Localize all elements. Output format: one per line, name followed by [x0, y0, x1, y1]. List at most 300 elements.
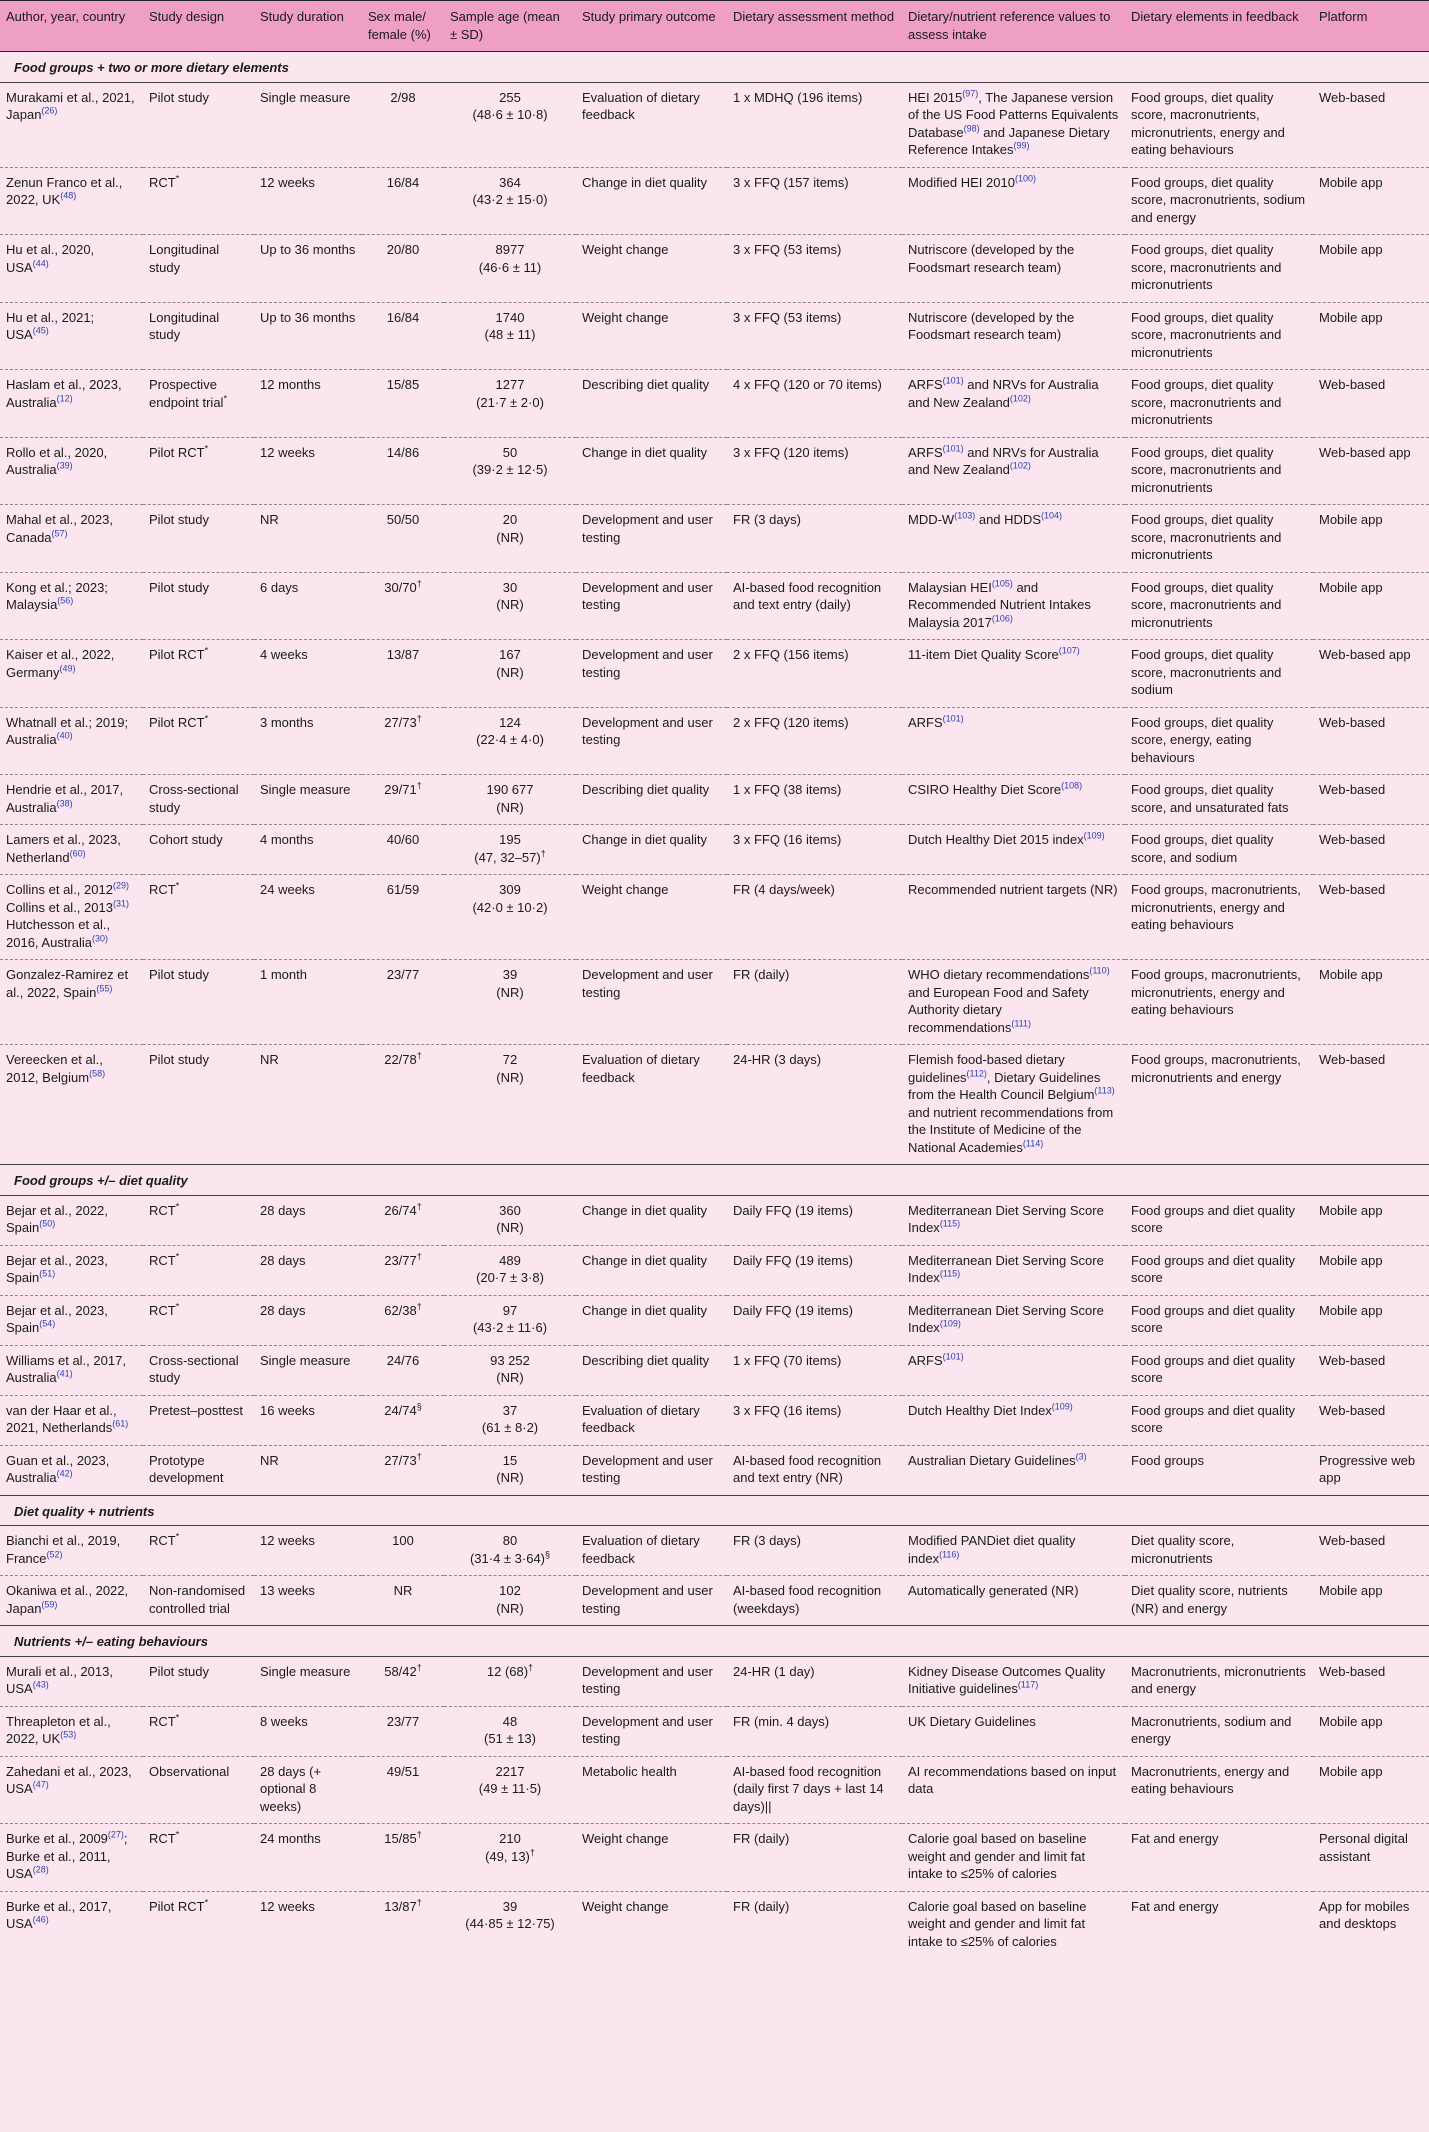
table-row [0, 1345, 1429, 1395]
cell-age [444, 1756, 576, 1824]
cell-sex: 13/87† [362, 1891, 444, 1958]
cell-elements: Macronutrients, energy and eating behaviours [1125, 1756, 1313, 1824]
cell-design: RCT* [143, 1706, 254, 1756]
sample-size: 190 677 [486, 782, 534, 797]
cell-method: AI-based food recognition and text entry (NR) [727, 1445, 902, 1495]
cell-sex: 40/60 [362, 825, 444, 875]
cell-duration: 4 weeks [254, 640, 362, 708]
cell-platform: Mobile app [1313, 1295, 1429, 1345]
header-reference: Dietary/nutrient reference values to assess intake [902, 1, 1125, 52]
cell-method: 3 x FFQ (16 items) [727, 1395, 902, 1445]
cell-design: RCT* [143, 1824, 254, 1892]
age-value: (20·7 ± 3·8) [476, 1270, 544, 1285]
cell-age [444, 825, 576, 875]
cell-platform: App for mobiles and desktops [1313, 1891, 1429, 1958]
sample-size: 15 [502, 1452, 518, 1468]
header-platform: Platform [1313, 1, 1429, 52]
sample-size: 124 [499, 714, 521, 730]
cell-elements: Food groups, macronutrients, micronutrients, energy and eating behaviours [1125, 875, 1313, 960]
author-reference: (47) [32, 1779, 49, 1790]
table-row [0, 1656, 1429, 1706]
cell-author: Guan et al., 2023, Australia$^{(42)}$ [0, 1445, 143, 1495]
cell-reference: Calorie goal based on baseline weight and gender and limit fat intake to ≤25% of calories [902, 1891, 1125, 1958]
author-reference: (57) [51, 528, 68, 539]
cell-reference: HEI 2015$^{(97)}$, The Japanese version of the US Food Patterns Equivalents Database$^{(98)}$ and Japanese Dietary Reference Intakes$^{(99)}$ [902, 82, 1125, 167]
cell-author: Lamers et al., 2023, Netherland$^{(60)}$ [0, 825, 143, 875]
cell-duration: 1 month [254, 960, 362, 1045]
cell-sex: 13/87 [362, 640, 444, 708]
cell-platform: Web-based [1313, 82, 1429, 167]
table-row [0, 1245, 1429, 1295]
cell-age [444, 1824, 576, 1892]
table-row [0, 875, 1429, 960]
cell-design: Pilot study [143, 572, 254, 640]
cell-author: Vereecken et al., 2012, Belgium$^{(58)}$ [0, 1045, 143, 1165]
sample-size: 93 252 [490, 1352, 530, 1368]
table-row [0, 1295, 1429, 1345]
cell-elements: Food groups, diet quality score, energy, eating behaviours [1125, 707, 1313, 775]
cell-age [444, 960, 576, 1045]
cell-sex: 14/86 [362, 437, 444, 505]
sample-size: 167 [499, 647, 521, 662]
cell-reference: Modified HEI 2010$^{(100)}$ [902, 167, 1125, 235]
cell-design: Longitudinal study [143, 302, 254, 370]
cell-design: Cross-sectional study [143, 1345, 254, 1395]
table-row [0, 1045, 1429, 1165]
cell-design: RCT* [143, 1245, 254, 1295]
age-value: (49 ± 11·5) [478, 1781, 542, 1796]
cell-duration: 4 months [254, 825, 362, 875]
cell-elements: Food groups, diet quality score, and unsaturated fats [1125, 775, 1313, 825]
cell-author: van der Haar et al., 2021, Netherlands$^{(61)}$ [0, 1395, 143, 1445]
table-row [0, 1395, 1429, 1445]
cell-duration: 3 months [254, 707, 362, 775]
cell-duration: 16 weeks [254, 1395, 362, 1445]
sample-size: 195 [499, 832, 521, 847]
cell-platform: Mobile app [1313, 1195, 1429, 1245]
section-title: Food groups +/– diet quality [0, 1165, 1429, 1196]
cell-duration: 12 weeks [254, 1526, 362, 1576]
cell-duration: 12 weeks [254, 1891, 362, 1958]
cell-method: 4 x FFQ (120 or 70 items) [727, 370, 902, 438]
cell-duration: 28 days [254, 1245, 362, 1295]
cell-duration: NR [254, 1445, 362, 1495]
cell-sex: 20/80 [362, 235, 444, 303]
cell-author: Hu et al., 2021; USA$^{(45)}$ [0, 302, 143, 370]
cell-age [444, 1706, 576, 1756]
cell-duration: 24 weeks [254, 875, 362, 960]
cell-outcome: Change in diet quality [576, 825, 727, 875]
table-row [0, 1445, 1429, 1495]
cell-duration: NR [254, 505, 362, 573]
cell-design: Pilot RCT* [143, 1891, 254, 1958]
cell-sex: 58/42† [362, 1656, 444, 1706]
author-reference: (26) [41, 105, 58, 116]
cell-sex: 50/50 [362, 505, 444, 573]
cell-duration: 28 days [254, 1195, 362, 1245]
header-author: Author, year, country [0, 1, 143, 52]
cell-elements: Fat and energy [1125, 1824, 1313, 1892]
cell-author: Collins et al., 2012$^{(29)}$ Collins et al., 2013$^{(31)}$ Hutchesson et al., 2016, Australia$^{(30)}$ [0, 875, 143, 960]
author-reference: (59) [41, 1599, 58, 1610]
cell-age [444, 1395, 576, 1445]
age-value: (NR) [496, 1220, 524, 1235]
cell-design: Pilot study [143, 82, 254, 167]
table-header [0, 1, 1429, 52]
cell-age [444, 1045, 576, 1165]
cell-age [444, 1576, 576, 1626]
cell-duration: 8 weeks [254, 1706, 362, 1756]
author-reference: (55) [96, 983, 113, 994]
cell-reference: UK Dietary Guidelines [902, 1706, 1125, 1756]
cell-author: Hu et al., 2020, USA$^{(44)}$ [0, 235, 143, 303]
age-value: (48·6 ± 10·8) [472, 107, 548, 122]
section-heading-row [0, 1495, 1429, 1526]
cell-platform: Web-based [1313, 707, 1429, 775]
cell-sex: 26/74† [362, 1195, 444, 1245]
cell-method: 2 x FFQ (156 items) [727, 640, 902, 708]
cell-method: 3 x FFQ (157 items) [727, 167, 902, 235]
cell-age [444, 1656, 576, 1706]
cell-age [444, 1445, 576, 1495]
cell-outcome: Weight change [576, 1824, 727, 1892]
cell-author: Burke et al., 2017, USA$^{(46)}$ [0, 1891, 143, 1958]
cell-outcome: Development and user testing [576, 1706, 727, 1756]
cell-sex: NR [362, 1576, 444, 1626]
author-reference: (44) [32, 258, 49, 269]
cell-design: Cohort study [143, 825, 254, 875]
age-value: (51 ± 13) [484, 1731, 536, 1746]
cell-elements: Food groups, diet quality score, macronutrients and micronutrients [1125, 572, 1313, 640]
cell-method: 24-HR (3 days) [727, 1045, 902, 1165]
cell-design: RCT* [143, 1526, 254, 1576]
cell-reference: Mediterranean Diet Serving Score Index$^{(115)}$ [902, 1245, 1125, 1295]
header-outcome: Study primary outcome [576, 1, 727, 52]
sample-size: 360 [499, 1202, 521, 1218]
cell-design: RCT* [143, 875, 254, 960]
cell-reference: Nutriscore (developed by the Foodsmart research team) [902, 235, 1125, 303]
author-reference: (39) [56, 460, 73, 471]
table-row [0, 572, 1429, 640]
cell-age [444, 302, 576, 370]
cell-method: FR (daily) [727, 1891, 902, 1958]
cell-method: FR (daily) [727, 960, 902, 1045]
cell-elements: Food groups, diet quality score, macronutrients, micronutrients, energy and eating behaviours [1125, 82, 1313, 167]
cell-method: FR (3 days) [727, 505, 902, 573]
cell-reference: WHO dietary recommendations$^{(110)}$ and European Food and Safety Authority dietary recommendations$^{(111)}$ [902, 960, 1125, 1045]
cell-sex: 100 [362, 1526, 444, 1576]
cell-method: 3 x FFQ (16 items) [727, 825, 902, 875]
sample-size: 39 [502, 967, 518, 982]
age-value: (NR) [496, 1069, 524, 1085]
cell-duration: Single measure [254, 1345, 362, 1395]
author-reference: (50) [39, 1218, 56, 1229]
cell-design: Pilot study [143, 505, 254, 573]
cell-author: Zahedani et al., 2023, USA$^{(47)}$ [0, 1756, 143, 1824]
cell-design: Prototype development [143, 1445, 254, 1495]
cell-sex: 49/51 [362, 1756, 444, 1824]
cell-author: Bejar et al., 2023, Spain$^{(54)}$ [0, 1295, 143, 1345]
cell-duration: 12 weeks [254, 167, 362, 235]
cell-sex: 22/78† [362, 1045, 444, 1165]
table-row [0, 437, 1429, 505]
age-value: (42·0 ± 10·2) [472, 899, 548, 915]
cell-sex: 23/77 [362, 1706, 444, 1756]
cell-author: Murakami et al., 2021, Japan$^{(26)}$ [0, 82, 143, 167]
author-reference: (60) [69, 848, 86, 859]
section-heading-row [0, 52, 1429, 83]
cell-design: Pilot RCT* [143, 437, 254, 505]
author-reference: (53) [60, 1729, 77, 1740]
cell-elements: Food groups and diet quality score [1125, 1195, 1313, 1245]
cell-method: Daily FFQ (19 items) [727, 1195, 902, 1245]
author-reference: (58) [89, 1068, 106, 1079]
sample-size: 72 [502, 1052, 518, 1067]
age-value: (43·2 ± 15·0) [472, 192, 548, 207]
author-reference: (45) [32, 325, 49, 336]
cell-method: AI-based food recognition (daily first 7 days + last 14 days)|| [727, 1756, 902, 1824]
age-value: (NR) [496, 664, 524, 680]
cell-outcome: Change in diet quality [576, 1195, 727, 1245]
cell-sex: 62/38† [362, 1295, 444, 1345]
cell-design: RCT* [143, 1195, 254, 1245]
sample-size: 37 [502, 1402, 518, 1418]
cell-outcome: Change in diet quality [576, 437, 727, 505]
cell-outcome: Development and user testing [576, 1445, 727, 1495]
cell-method: FR (4 days/week) [727, 875, 902, 960]
cell-method: 24-HR (1 day) [727, 1656, 902, 1706]
cell-sex: 16/84 [362, 302, 444, 370]
table-row [0, 1891, 1429, 1958]
cell-elements: Food groups, macronutrients, micronutrients, energy and eating behaviours [1125, 960, 1313, 1045]
header-method: Dietary assessment method [727, 1, 902, 52]
cell-sex: 24/76 [362, 1345, 444, 1395]
cell-age [444, 875, 576, 960]
cell-outcome: Development and user testing [576, 1656, 727, 1706]
cell-duration: Up to 36 months [254, 302, 362, 370]
age-value: (48 ± 11) [484, 327, 536, 342]
cell-elements: Food groups, diet quality score, and sodium [1125, 825, 1313, 875]
cell-elements: Food groups and diet quality score [1125, 1395, 1313, 1445]
age-value: (NR) [496, 1470, 524, 1485]
cell-elements: Food groups, diet quality score, macronutrients and micronutrients [1125, 370, 1313, 438]
age-value: (44·85 ± 12·75) [465, 1916, 555, 1931]
cell-platform: Personal digital assistant [1313, 1824, 1429, 1892]
cell-method: FR (3 days) [727, 1526, 902, 1576]
section-heading-row [0, 1165, 1429, 1196]
table-row [0, 1824, 1429, 1892]
age-value: (NR) [496, 799, 524, 815]
cell-outcome: Weight change [576, 875, 727, 960]
table-row [0, 302, 1429, 370]
cell-elements: Macronutrients, micronutrients and energy [1125, 1656, 1313, 1706]
cell-reference: Malaysian HEI$^{(105)}$ and Recommended Nutrient Intakes Malaysia 2017$^{(106)}$ [902, 572, 1125, 640]
cell-age [444, 505, 576, 573]
cell-age [444, 1526, 576, 1576]
cell-author: Okaniwa et al., 2022, Japan$^{(59)}$ [0, 1576, 143, 1626]
cell-reference: Kidney Disease Outcomes Quality Initiative guidelines$^{(117)}$ [902, 1656, 1125, 1706]
cell-outcome: Weight change [576, 235, 727, 303]
cell-platform: Mobile app [1313, 302, 1429, 370]
author-reference: (30) [92, 933, 109, 944]
cell-author: Gonzalez-Ramirez et al., 2022, Spain$^{(55)}$ [0, 960, 143, 1045]
cell-design: Observational [143, 1756, 254, 1824]
age-value: (39·2 ± 12·5) [472, 462, 548, 477]
cell-outcome: Development and user testing [576, 707, 727, 775]
cell-elements: Food groups, diet quality score, macronutrients and micronutrients [1125, 235, 1313, 303]
sample-size: 210 [499, 1831, 521, 1846]
cell-platform: Web-based [1313, 775, 1429, 825]
cell-method: 1 x MDHQ (196 items) [727, 82, 902, 167]
cell-author: Kaiser et al., 2022, Germany$^{(49)}$ [0, 640, 143, 708]
age-value: (31·4 ± 3·64)§ [469, 1549, 551, 1566]
author-reference: (48) [60, 190, 77, 201]
sample-size: 2217 [495, 1763, 525, 1779]
cell-elements: Food groups [1125, 1445, 1313, 1495]
cell-duration: NR [254, 1045, 362, 1165]
author-reference: (51) [39, 1268, 56, 1279]
cell-platform: Web-based [1313, 875, 1429, 960]
cell-sex: 27/73† [362, 707, 444, 775]
cell-platform: Mobile app [1313, 572, 1429, 640]
cell-age [444, 370, 576, 438]
cell-platform: Mobile app [1313, 960, 1429, 1045]
section-title: Food groups + two or more dietary elements [0, 52, 1429, 83]
table-row [0, 1706, 1429, 1756]
age-value: (NR) [496, 1600, 524, 1616]
cell-reference: Dutch Healthy Diet 2015 index$^{(109)}$ [902, 825, 1125, 875]
cell-age [444, 775, 576, 825]
cell-reference: AI recommendations based on input data [902, 1756, 1125, 1824]
cell-reference: CSIRO Healthy Diet Score$^{(108)}$ [902, 775, 1125, 825]
table-row [0, 640, 1429, 708]
table-row [0, 707, 1429, 775]
age-value: (NR) [496, 984, 524, 1000]
table-row [0, 1756, 1429, 1824]
author-reference: (28) [32, 1864, 49, 1875]
cell-design: Cross-sectional study [143, 775, 254, 825]
cell-platform: Mobile app [1313, 1245, 1429, 1295]
sample-size: 12 (68)† [486, 1662, 534, 1679]
sample-size: 309 [499, 882, 521, 897]
table-row [0, 1195, 1429, 1245]
sample-size: 489 [499, 1252, 521, 1268]
sample-size: 364 [499, 174, 521, 190]
author-reference: (12) [56, 393, 73, 404]
cell-age [444, 437, 576, 505]
cell-outcome: Weight change [576, 1891, 727, 1958]
cell-design: Pilot RCT* [143, 640, 254, 708]
age-value: (61 ± 8·2) [481, 1420, 539, 1435]
cell-outcome: Evaluation of dietary feedback [576, 1395, 727, 1445]
cell-method: 3 x FFQ (53 items) [727, 302, 902, 370]
cell-author: Bejar et al., 2023, Spain$^{(51)}$ [0, 1245, 143, 1295]
cell-outcome: Development and user testing [576, 1576, 727, 1626]
cell-sex: 16/84 [362, 167, 444, 235]
cell-reference: Modified PANDiet diet quality index$^{(116)}$ [902, 1526, 1125, 1576]
sample-size: 8977 [495, 242, 525, 257]
cell-method: AI-based food recognition (weekdays) [727, 1576, 902, 1626]
cell-design: Pilot study [143, 1045, 254, 1165]
age-value: (49, 13)† [485, 1847, 535, 1864]
cell-design: Pilot RCT* [143, 707, 254, 775]
cell-elements: Food groups and diet quality score [1125, 1345, 1313, 1395]
section-title: Diet quality + nutrients [0, 1495, 1429, 1526]
cell-outcome: Describing diet quality [576, 1345, 727, 1395]
cell-platform: Web-based app [1313, 640, 1429, 708]
cell-design: Pilot study [143, 960, 254, 1045]
cell-duration: 13 weeks [254, 1576, 362, 1626]
cell-elements: Food groups, diet quality score, macronutrients and sodium [1125, 640, 1313, 708]
section-title: Nutrients +/– eating behaviours [0, 1626, 1429, 1657]
cell-age [444, 235, 576, 303]
cell-sex: 29/71† [362, 775, 444, 825]
cell-sex: 15/85† [362, 1824, 444, 1892]
cell-sex: 27/73† [362, 1445, 444, 1495]
header-age: Sample age (mean ± SD) [444, 1, 576, 52]
cell-platform: Web-based [1313, 1395, 1429, 1445]
sample-size: 48 [502, 1713, 518, 1729]
cell-outcome: Metabolic health [576, 1756, 727, 1824]
cell-platform: Web-based [1313, 1045, 1429, 1165]
cell-outcome: Development and user testing [576, 572, 727, 640]
cell-platform: Mobile app [1313, 1756, 1429, 1824]
cell-author: Haslam et al., 2023, Australia$^{(12)}$ [0, 370, 143, 438]
cell-design: Non-randomised controlled trial [143, 1576, 254, 1626]
sample-size: 1740 [495, 309, 525, 325]
cell-reference: ARFS$^{(101)}$ and NRVs for Australia and New Zealand$^{(102)}$ [902, 370, 1125, 438]
cell-age [444, 640, 576, 708]
age-value: (21·7 ± 2·0) [476, 394, 544, 410]
cell-reference: Flemish food-based dietary guidelines$^{(112)}$, Dietary Guidelines from the Health Council Belgium$^{(113)}$ and nutrient recommendations from the Institute of Medicine of the National Academies$^{(114)}$ [902, 1045, 1125, 1165]
cell-author: Threapleton et al., 2022, UK$^{(53)}$ [0, 1706, 143, 1756]
cell-sex: 2/98 [362, 82, 444, 167]
age-value: (46·6 ± 11) [478, 259, 542, 275]
author-reference: (40) [56, 730, 73, 741]
cell-reference: Dutch Healthy Diet Index$^{(109)}$ [902, 1395, 1125, 1445]
header-duration: Study duration [254, 1, 362, 52]
cell-platform: Mobile app [1313, 167, 1429, 235]
table-row [0, 1526, 1429, 1576]
cell-author: Murali et al., 2013, USA$^{(43)}$ [0, 1656, 143, 1706]
sample-size: 255 [499, 89, 521, 105]
cell-duration: 24 months [254, 1824, 362, 1892]
sample-size: 102 [499, 1583, 521, 1598]
cell-elements: Food groups, diet quality score, macronutrients and micronutrients [1125, 437, 1313, 505]
table-row [0, 235, 1429, 303]
cell-design: Pilot study [143, 1656, 254, 1706]
cell-outcome: Describing diet quality [576, 775, 727, 825]
author-reference: (54) [39, 1318, 56, 1329]
cell-platform: Progressive web app [1313, 1445, 1429, 1495]
cell-platform: Web-based [1313, 825, 1429, 875]
cell-elements: Macronutrients, sodium and energy [1125, 1706, 1313, 1756]
cell-duration: Single measure [254, 1656, 362, 1706]
cell-outcome: Evaluation of dietary feedback [576, 82, 727, 167]
cell-duration: 28 days (+ optional 8 weeks) [254, 1756, 362, 1824]
age-value: (43·2 ± 11·6) [472, 1320, 548, 1335]
cell-age [444, 1891, 576, 1958]
cell-duration: Single measure [254, 775, 362, 825]
cell-platform: Web-based [1313, 370, 1429, 438]
cell-author: Williams et al., 2017, Australia$^{(41)}$ [0, 1345, 143, 1395]
cell-elements: Diet quality score, nutrients (NR) and energy [1125, 1576, 1313, 1626]
cell-sex: 15/85 [362, 370, 444, 438]
cell-reference: Nutriscore (developed by the Foodsmart research team) [902, 302, 1125, 370]
cell-platform: Mobile app [1313, 1706, 1429, 1756]
author-reference: (46) [32, 1914, 49, 1925]
cell-reference: ARFS$^{(101)}$ [902, 707, 1125, 775]
